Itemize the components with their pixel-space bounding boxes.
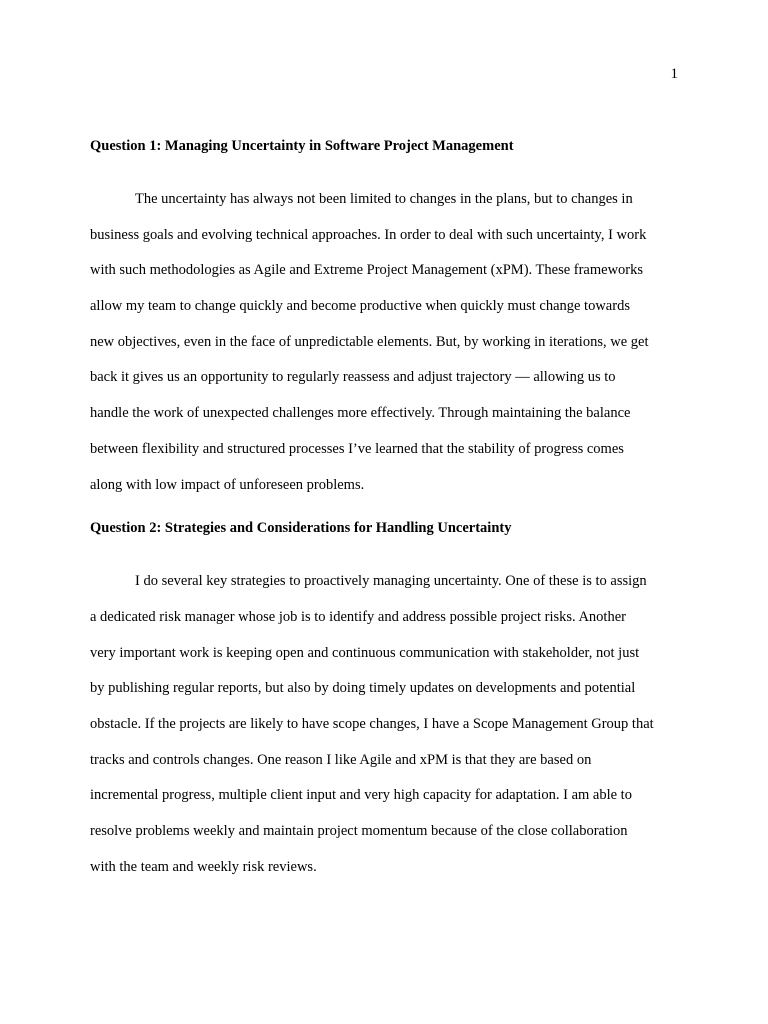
paragraph-line: I do several key strategies to proactively managing uncertainty. One of these is to assign	[135, 573, 647, 590]
section-2-paragraph	[90, 564, 678, 885]
paragraph-line: obstacle. If the projects are likely to have scope changes, I have a Scope Management Group that	[90, 715, 654, 732]
document-body	[90, 136, 678, 885]
paragraph-line: allow my team to change quickly and become productive when quickly must change towards	[90, 298, 630, 315]
page-number: 1	[670, 66, 678, 82]
paragraph-line: incremental progress, multiple client input and very high capacity for adaptation. I am able to	[90, 787, 632, 804]
section-1-heading: Question 1: Managing Uncertainty in Software Project Management	[90, 138, 514, 154]
paragraph-line: resolve problems weekly and maintain project momentum because of the close collaboration	[90, 823, 628, 839]
paragraph-line: tracks and controls changes. One reason I like Agile and xPM is that they are based on	[90, 751, 592, 768]
paragraph-line: business goals and evolving technical approaches. In order to deal with such uncertainty, I work	[90, 226, 647, 243]
paragraph-line: between flexibility and structured processes I’ve learned that the stability of progress comes	[90, 440, 624, 457]
paragraph-line: new objectives, even in the face of unpredictable elements. But, by working in iterations, we get	[90, 333, 649, 350]
paragraph-line: back it gives us an opportunity to regularly reassess and adjust trajectory — allowing us to	[90, 369, 616, 386]
section-1-paragraph	[90, 182, 678, 503]
section-2-heading: Question 2: Strategies and Considerations for Handling Uncertainty	[90, 520, 512, 537]
paragraph-line: along with low impact of unforeseen problems.	[90, 476, 365, 493]
paragraph-line: handle the work of unexpected challenges more effectively. Through maintaining the balance	[90, 405, 631, 422]
paragraph-line: by publishing regular reports, but also by doing timely updates on developments and potential	[90, 680, 636, 697]
paragraph-line: with such methodologies as Agile and Extreme Project Management (xPM). These frameworks	[90, 262, 644, 279]
paragraph-line: very important work is keeping open and continuous communication with stakeholder, not just	[90, 644, 640, 661]
paragraph-line: a dedicated risk manager whose job is to identify and address possible project risks. Another	[90, 608, 626, 625]
paragraph-line: with the team and weekly risk reviews.	[90, 858, 317, 875]
paragraph-line: The uncertainty has always not been limited to changes in the plans, but to changes in	[135, 191, 633, 207]
